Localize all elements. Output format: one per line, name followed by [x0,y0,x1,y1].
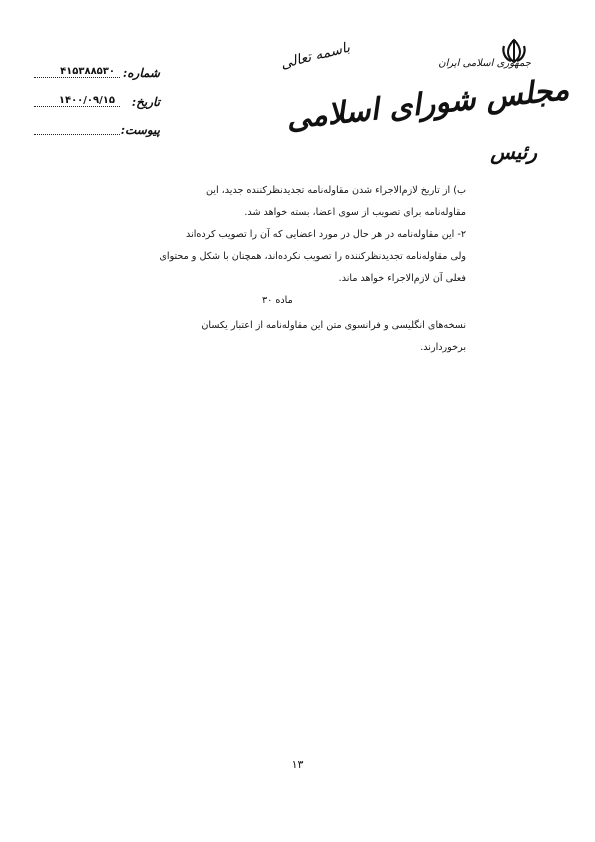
org-parliament-name: مجلس شورای اسلامی [284,72,571,137]
body-line: ۲- این مقاوله‌نامه در هر حال در مورد اعضایی که آن را تصویب کرده‌اند [186,229,466,240]
article-heading: ماده ۳۰ [262,295,293,306]
meta-number-label: شماره: [122,66,160,80]
page-number: ۱۳ [291,758,304,771]
meta-attachment-label: پیوست: [120,123,160,137]
meta-number-row [34,66,160,82]
bismillah-calligraphy: باسمه تعالی [279,39,352,73]
meta-date-dots [34,106,120,107]
body-line: برخوردارند. [420,342,466,353]
org-role-title: رئیس [490,140,537,164]
meta-date-row [34,95,160,111]
meta-number-dots [34,77,120,78]
body-line: مقاوله‌نامه برای تصویب از سوی اعضا، بسته خواهد شد. [244,207,466,218]
meta-number-value: ۴۱۵۳۸۸۵۳۰ [60,66,115,77]
body-line: نسخه‌های انگلیسی و فرانسوی متن این مقاوله‌نامه از اعتبار یکسان [201,320,466,331]
body-line: ولی مقاوله‌نامه تجدیدنظرکننده را تصویب نکرده‌اند، همچنان با شکل و محتوای [159,251,466,262]
meta-attachment-dots [34,134,120,135]
meta-attachment-row [34,123,160,139]
org-country-name: جمهوری اسلامی ایران [438,58,531,69]
meta-date-label: تاریخ: [131,95,160,109]
body-line: ب) از تاریخ لازم‌الاجراء شدن مقاوله‌نامه تجدیدنظرکننده جدید، این [205,185,466,196]
meta-date-value: ۱۴۰۰/۰۹/۱۵ [58,95,115,106]
body-paragraph-b [206,180,466,224]
body-paragraph-2 [159,224,466,290]
body-paragraph-article-30 [201,315,466,359]
body-line: فعلی آن لازم‌الاجراء خواهد ماند. [338,273,466,284]
